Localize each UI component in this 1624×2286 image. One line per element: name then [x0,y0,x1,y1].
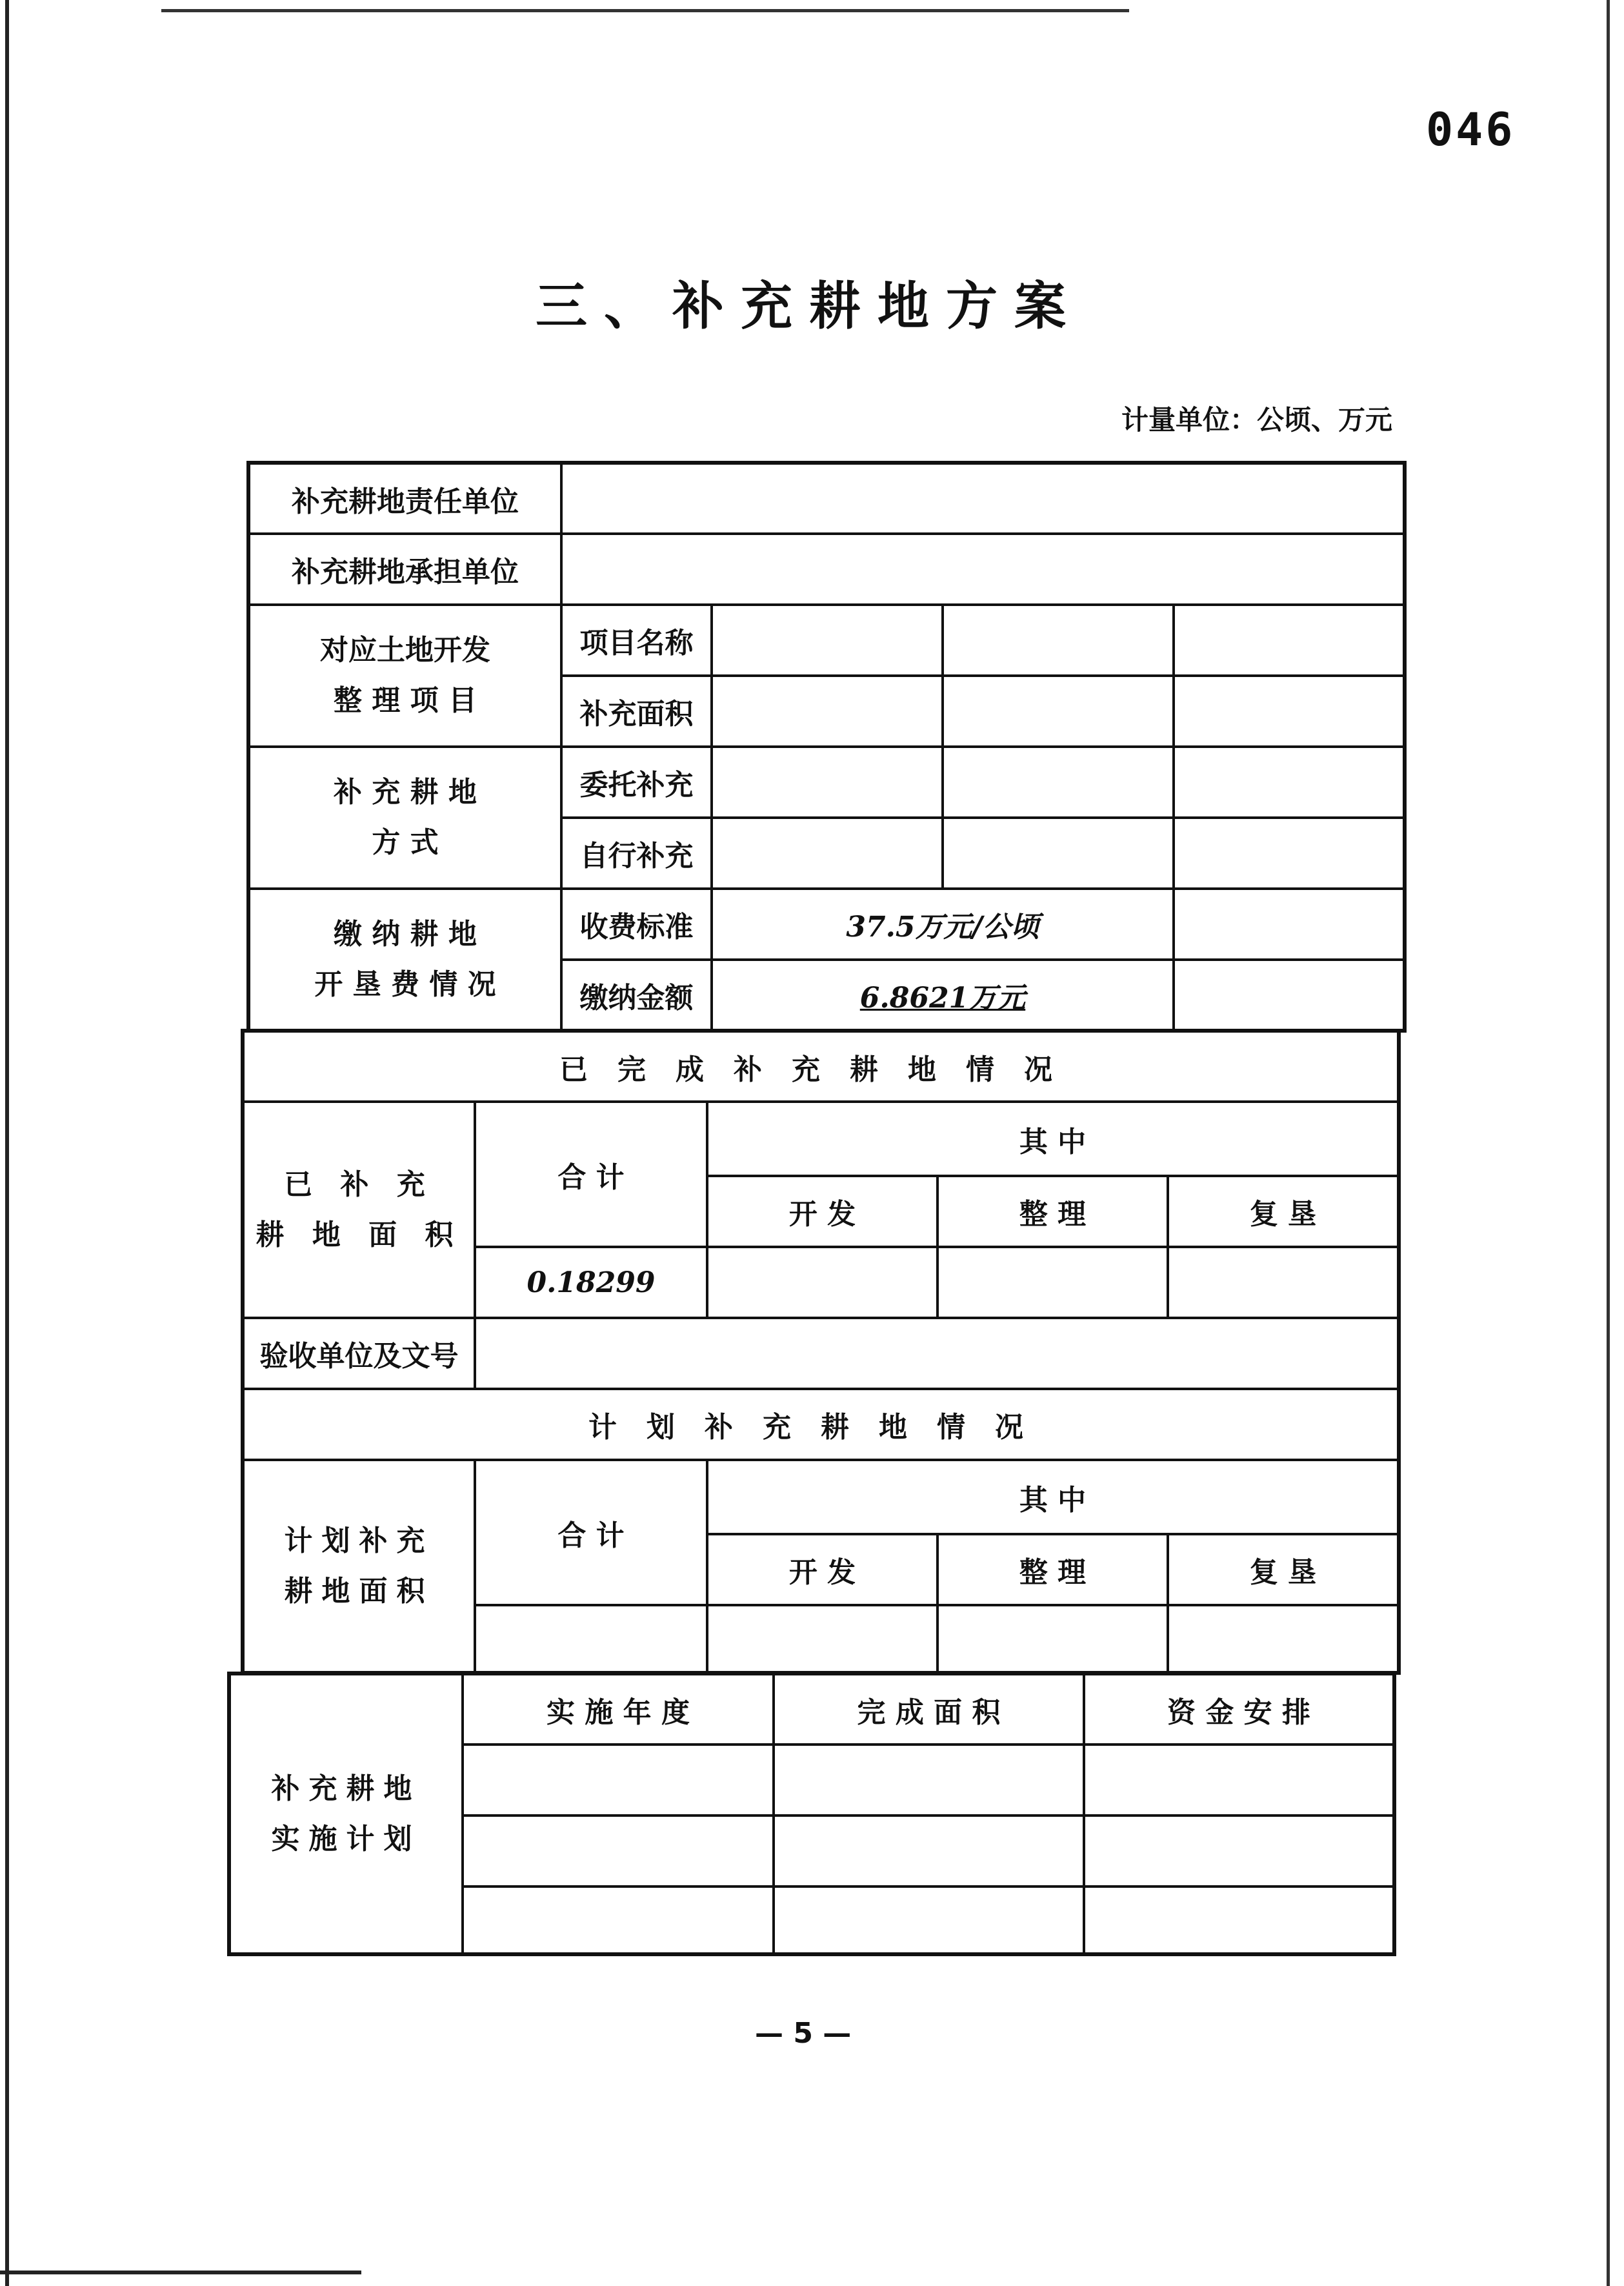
impl-row-2-fund [1084,1816,1394,1886]
impl-row-1-fund [1084,1745,1394,1816]
impl-fund-header: 资 金 安 排 [1084,1674,1394,1745]
impl-plan-table [227,1672,1396,1956]
impl-row-1-year [463,1745,774,1816]
supplement-area-label: 补充面积 [561,676,712,747]
self-label: 自行补充 [561,818,712,889]
fee-standard-text: 37.5万元/公顷 [846,911,1039,944]
completed-total-label: 合 计 [475,1102,707,1247]
planned-develop-label: 开 发 [707,1534,937,1605]
fee-label: 缴 纳 耕 地 开 垦 费 情 况 [248,889,561,1031]
responsible-unit-value [561,463,1405,534]
scan-edge-bottom [0,2271,361,2274]
page-title: 三、补充耕地方案 [536,276,1083,336]
planned-develop-value [707,1605,937,1673]
completed-reclaim-label: 复 垦 [1168,1176,1399,1247]
impl-completed-area-header: 完 成 面 积 [774,1674,1084,1745]
completed-total-value: 0.18299 [475,1247,707,1318]
planned-area-label: 计划补充 耕地面积 [243,1460,475,1673]
completed-develop-value [707,1247,937,1318]
fee-amount-label: 缴纳金额 [561,960,712,1031]
method-label: 补 充 耕 地 方 式 [248,747,561,889]
scan-edge-right [1607,0,1610,2286]
completed-section-heading: 已完成补充耕地情况 [243,1031,1399,1102]
entrusted-label: 委托补充 [561,747,712,818]
impl-row-3-year [463,1886,774,1954]
unit-note: 计量单位：公顷、万元 [1121,404,1393,436]
scan-edge-top [161,9,1129,12]
planned-of-which-label: 其 中 [707,1460,1399,1534]
impl-year-header: 实 施 年 度 [463,1674,774,1745]
impl-row-1-area [774,1745,1084,1816]
entrusted-cell-2 [943,747,1174,818]
acceptance-value [475,1318,1399,1389]
impl-plan-label: 补充耕地 实施计划 [229,1674,463,1954]
supplement-area-cell-1 [712,676,943,747]
impl-row-2-area [774,1816,1084,1886]
page-number-bottom: — 5 — [755,2017,852,2050]
project-name-cell-3 [1174,605,1405,676]
scan-edge-left [5,0,9,2286]
fee-standard-cell-3 [1174,889,1405,960]
responsible-unit-label: 补充耕地责任单位 [248,463,561,534]
plan-table-top [246,461,1407,1033]
planned-reclaim-label: 复 垦 [1168,1534,1399,1605]
undertaking-unit-value [561,534,1405,605]
completed-develop-label: 开 发 [707,1176,937,1247]
fee-standard-label: 收费标准 [561,889,712,960]
plan-table-bottom [241,1029,1401,1675]
entrusted-cell-3 [1174,747,1405,818]
planned-arrange-value [937,1605,1168,1673]
completed-area-label: 已 补 充 耕 地 面 积 [243,1102,475,1318]
self-cell-3 [1174,818,1405,889]
self-cell-2 [943,818,1174,889]
impl-row-3-area [774,1886,1084,1954]
supplement-area-cell-2 [943,676,1174,747]
impl-row-3-fund [1084,1886,1394,1954]
completed-of-which-label: 其 中 [707,1102,1399,1176]
undertaking-unit-label: 补充耕地承担单位 [248,534,561,605]
planned-total-value [475,1605,707,1673]
planned-arrange-label: 整 理 [937,1534,1168,1605]
fee-amount-text: 6.8621万元 [859,981,1026,1015]
planned-reclaim-value [1168,1605,1399,1673]
project-name-cell-1 [712,605,943,676]
completed-arrange-label: 整 理 [937,1176,1168,1247]
completed-arrange-value [937,1247,1168,1318]
fee-amount-value [712,960,1174,1031]
page-number-stamp: 046 [1426,103,1516,156]
completed-reclaim-value [1168,1247,1399,1318]
entrusted-cell-1 [712,747,943,818]
impl-row-2-year [463,1816,774,1886]
fee-amount-cell-3 [1174,960,1405,1031]
acceptance-label: 验收单位及文号 [243,1318,475,1389]
supplement-area-cell-3 [1174,676,1405,747]
project-label: 对应土地开发 整 理 项 目 [248,605,561,747]
planned-section-heading: 计划补充耕地情况 [243,1389,1399,1460]
fee-standard-value [712,889,1174,960]
self-cell-1 [712,818,943,889]
project-name-cell-2 [943,605,1174,676]
project-name-label: 项目名称 [561,605,712,676]
planned-total-label: 合 计 [475,1460,707,1605]
